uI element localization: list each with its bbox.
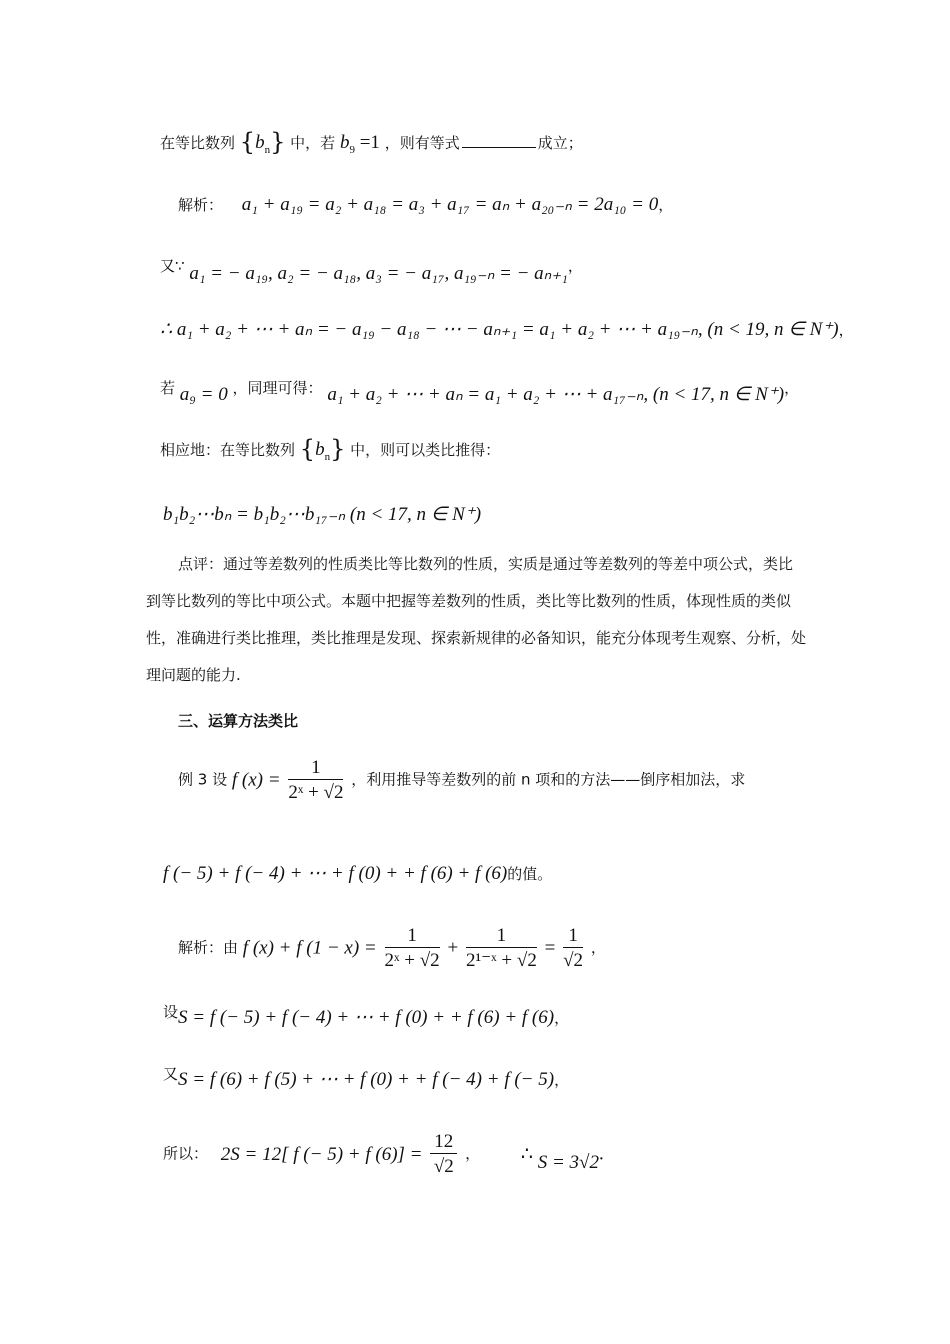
similarly-label: ，同理可得：: [232, 379, 323, 397]
sol-f2-num: 1: [466, 926, 537, 948]
so-den: √2: [433, 1156, 454, 1177]
text-then: ，则有等式: [384, 134, 460, 152]
line-solution: 解析：由 f (x) + f (1 − x) = $\frac{1}{\text{2ˣ + √2}}$ + $\frac{1}{\text{2¹⁻ˣ + √2}}$ = $\frac{1}{√2}$ ，: [178, 925, 606, 971]
final-dot: .: [598, 1143, 604, 1165]
final-answer: S = 3√2: [537, 1151, 599, 1173]
ex3-label: 例 3 设: [178, 770, 228, 789]
so-equation: 2S = 12[ f (− 5) + f (6)] =: [220, 1143, 423, 1165]
so-comma: ，: [465, 1144, 481, 1163]
line-analysis: 解析： a₁ + a₁₉ = a₂ + a₁₈ = a₃ + a₁₇ = aₙ + a₂₀₋ₙ = 2a₁₀ = 0，: [178, 194, 674, 215]
sol-fraction-3: [563, 926, 583, 970]
correspond-text1: 相应地：在等比数列: [160, 441, 296, 459]
ex3-text: ，利用推导等差数列的前 n 项和的方法——倒序相加法，求: [351, 770, 746, 789]
answer-blank: [462, 146, 536, 148]
line-again-s: 又S = f (6) + f (5) + ⋯ + f (0) + + f (− 4) + f (− 5)，: [163, 1065, 570, 1090]
again-label: 又: [163, 1065, 179, 1083]
text-end: 成立；: [537, 134, 583, 152]
so-fraction: [430, 1132, 457, 1176]
ex3-tail: 的值。: [507, 865, 553, 883]
sol-equals: =: [544, 937, 556, 959]
sol-f3-den: √2: [563, 950, 584, 971]
line-example-3: [178, 758, 745, 802]
ex3-numerator: 1: [288, 758, 343, 780]
sol-label: 解析：由: [178, 938, 239, 957]
geometric-result-equation: b₁b₂⋯bₙ = b₁b₂⋯b₁₇₋ₙ (n < 17, n ∈ N⁺): [163, 504, 482, 525]
set-label: 设: [163, 1003, 179, 1021]
sub-n: n: [264, 144, 271, 156]
if-label: 若: [160, 379, 176, 397]
line-geometric-result: [163, 505, 481, 524]
brace-close-2: }: [330, 435, 346, 463]
sub-9: 9: [349, 144, 355, 156]
line-if-a9: 若 a₉ = 0 ，同理可得： a₁ + a₂ + ⋯ + aₙ = a₁ + a₂ + ⋯ + a₁₇₋ₙ, (n < 17, n ∈ N⁺)，: [160, 379, 800, 405]
sol-fraction-1: [385, 926, 440, 970]
section-3-text: 三、运算方法类比: [178, 712, 299, 730]
sol-f1-num: 1: [385, 926, 440, 948]
line-geometric-question: [160, 130, 583, 156]
therefore-sum-equation: ∴ a₁ + a₂ + ⋯ + aₙ = − a₁₉ − a₁₈ − ⋯ − aₙ₊₁ = a₁ + a₂ + ⋯ + a₁₉₋ₙ, (n < 19, n ∈ N⁺): [160, 319, 839, 340]
comment-paragraph: [146, 546, 806, 694]
equals-one: =1: [359, 132, 380, 153]
text-prefix: 在等比数列: [160, 134, 236, 152]
also-label: 又∵: [160, 257, 185, 275]
line-set-s: 设S = f (− 5) + f (− 4) + ⋯ + f (0) + + f (6) + f (6)，: [163, 1003, 570, 1028]
also-equation: a₁ = − a₁₉, a₂ = − a₁₈, a₃ = − a₁₇, a₁₉₋ₙ = − aₙ₊₁: [189, 263, 568, 284]
line-correspondingly: [160, 437, 500, 463]
a9-zero: a₉ = 0: [179, 384, 228, 405]
var-b-2: b: [315, 439, 325, 460]
var-b: b: [255, 132, 265, 153]
brace-open-2: {: [299, 435, 316, 463]
line-example-3-expr: [163, 864, 552, 883]
line-also: 又∵ a₁ = − a₁₉, a₂ = − a₁₈, a₃ = − a₁₇, a₁₉₋ₙ = − aₙ₊₁，: [160, 257, 583, 284]
again-equation: S = f (6) + f (5) + ⋯ + f (0) + + f (− 4) + f (− 5): [178, 1069, 555, 1090]
brace-close: }: [270, 128, 286, 156]
so-label: 所以：: [163, 1144, 209, 1163]
section-3-heading: [178, 714, 298, 729]
sol-f3-num: 1: [563, 926, 583, 948]
similar-equation: a₁ + a₂ + ⋯ + aₙ = a₁ + a₂ + ⋯ + a₁₇₋ₙ, (n < 17, n ∈ N⁺): [327, 384, 785, 405]
comment-text: 点评：通过等差数列的性质类比等比数列的性质，实质是通过等差数列的等差中项公式，类比到等比数列的等比中项公式。本题中把握等差数列的性质，类比等比数列的性质，体现性质的类似性，准确进行类比推理，类比推理是发现、探索新规律的必备知识，能充分体现考生观察、分析，处理问题的能力.: [146, 555, 807, 684]
ex3-fraction: [288, 758, 343, 802]
sol-lhs: f (x) + f (1 − x) =: [242, 937, 377, 959]
sol-f2-den: 2¹⁻ˣ + √2: [465, 950, 537, 971]
set-equation: S = f (− 5) + f (− 4) + ⋯ + f (0) + + f (6) + f (6): [178, 1007, 555, 1028]
line-therefore-sum: ∴ a₁ + a₂ + ⋯ + aₙ = − a₁₉ − a₁₈ − ⋯ − aₙ₊₁ = a₁ + a₂ + ⋯ + a₁₉₋ₙ, (n < 19, n ∈ N⁺)，: [160, 319, 854, 340]
so-num: 12: [430, 1132, 457, 1154]
sol-plus: +: [447, 937, 459, 959]
sol-f1-den: 2ˣ + √2: [384, 950, 440, 971]
analysis-label: 解析：: [178, 196, 224, 214]
ex3-fx: f (x) =: [231, 769, 281, 791]
therefore-symbol: ∴: [520, 1143, 533, 1165]
ex3-expression: f (− 5) + f (− 4) + ⋯ + f (0) + + f (6) + f (6): [163, 863, 508, 884]
text-mid: 中，若: [290, 134, 336, 152]
var-b9: b: [339, 132, 350, 153]
sub-n-2: n: [324, 451, 331, 463]
line-so: [163, 1132, 604, 1176]
analysis-equation: a₁ + a₁₉ = a₂ + a₁₈ = a₃ + a₁₇ = aₙ + a₂₀₋ₙ = 2a₁₀ = 0: [241, 194, 659, 215]
sol-fraction-2: [466, 926, 537, 970]
brace-open: {: [239, 128, 256, 156]
correspond-text2: 中，则可以类比推得：: [350, 441, 501, 459]
ex3-denominator: 2ˣ + √2: [288, 782, 344, 803]
